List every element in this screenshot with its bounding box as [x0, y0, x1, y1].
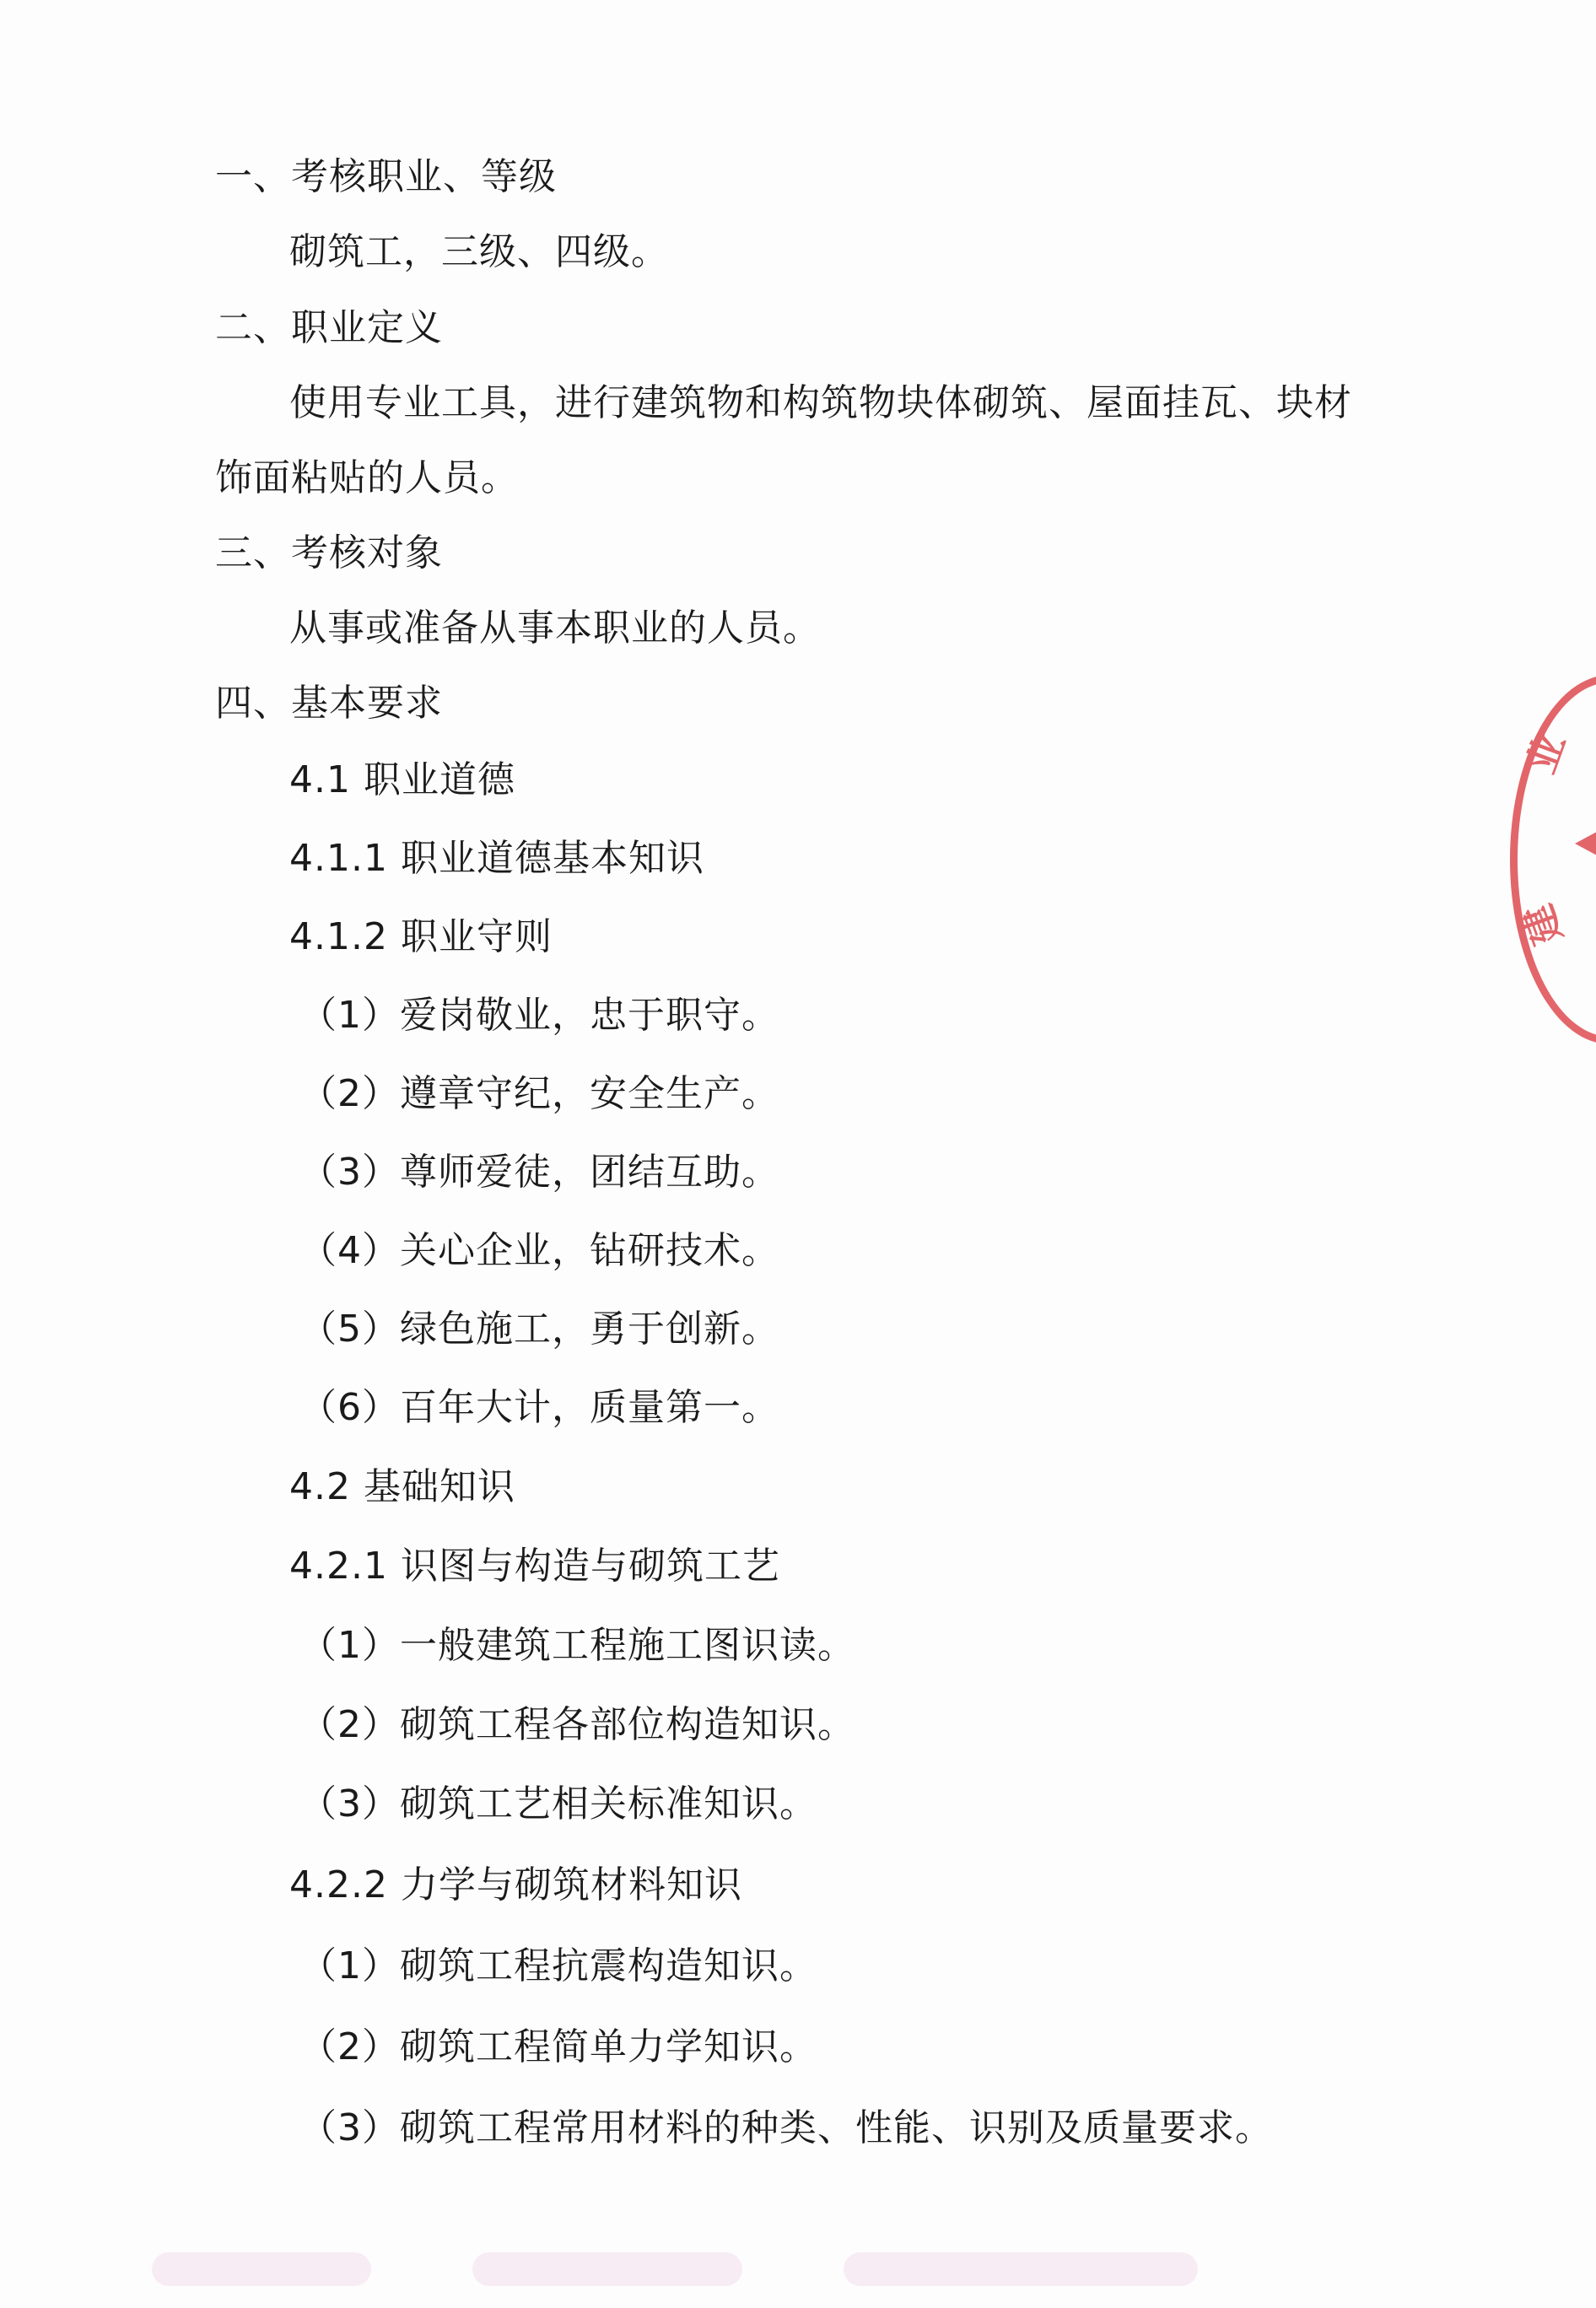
subsection-heading: 4.1.1 职业道德基本知识	[289, 837, 704, 880]
seal-star-mark	[1575, 832, 1596, 855]
paragraph-text: 砌筑工，三级、四级。	[289, 230, 669, 273]
list-item: （1）砌筑工程抗震构造知识。	[299, 1944, 817, 1987]
list-item: （2）砌筑工程简单力学知识。	[299, 2025, 817, 2068]
subsection-heading: 4.2 基础知识	[289, 1465, 515, 1508]
list-item: （3）尊师爱徒，团结互助。	[299, 1151, 779, 1194]
subsection-heading: 4.1.2 职业守则	[289, 915, 553, 958]
list-item: （1）爱岗敬业，忠于职守。	[299, 994, 779, 1037]
subsection-heading: 4.2.2 力学与砌筑材料知识	[289, 1863, 742, 1906]
list-item: （1）一般建筑工程施工图识读。	[299, 1624, 855, 1667]
seal-text-lower: 建	[1514, 898, 1572, 951]
list-item: （2）砌筑工程各部位构造知识。	[299, 1703, 855, 1746]
section-heading-4: 四、基本要求	[215, 682, 443, 725]
scan-smudge	[844, 2252, 1198, 2286]
list-item: （6）百年大计，质量第一。	[299, 1386, 779, 1429]
section-heading-3: 三、考核对象	[215, 531, 443, 574]
paragraph-text-continued: 饰面粘贴的人员。	[215, 456, 519, 499]
list-item: （3）砌筑工艺相关标准知识。	[299, 1782, 817, 1825]
scan-smudge	[152, 2252, 371, 2286]
list-item: （5）绿色施工，勇于创新。	[299, 1308, 779, 1351]
section-heading-2: 二、职业定义	[215, 306, 443, 349]
paragraph-text: 从事或准备从事本职业的人员。	[289, 607, 821, 650]
section-heading-1: 一、考核职业、等级	[215, 155, 557, 198]
list-item: （3）砌筑工程常用材料的种类、性能、识别及质量要求。	[299, 2106, 1273, 2149]
scan-smudge	[472, 2252, 742, 2286]
subsection-heading: 4.2.1 识图与构造与砌筑工艺	[289, 1545, 780, 1588]
list-item: （4）关心企业，钻研技术。	[299, 1229, 779, 1272]
official-seal-stamp	[1510, 675, 1596, 1044]
seal-text-upper: 业	[1518, 727, 1575, 779]
subsection-heading: 4.1 职业道德	[289, 758, 515, 801]
list-item: （2）遵章守纪，安全生产。	[299, 1072, 779, 1115]
paragraph-text: 使用专业工具，进行建筑物和构筑物块体砌筑、屋面挂瓦、块材	[289, 381, 1352, 424]
